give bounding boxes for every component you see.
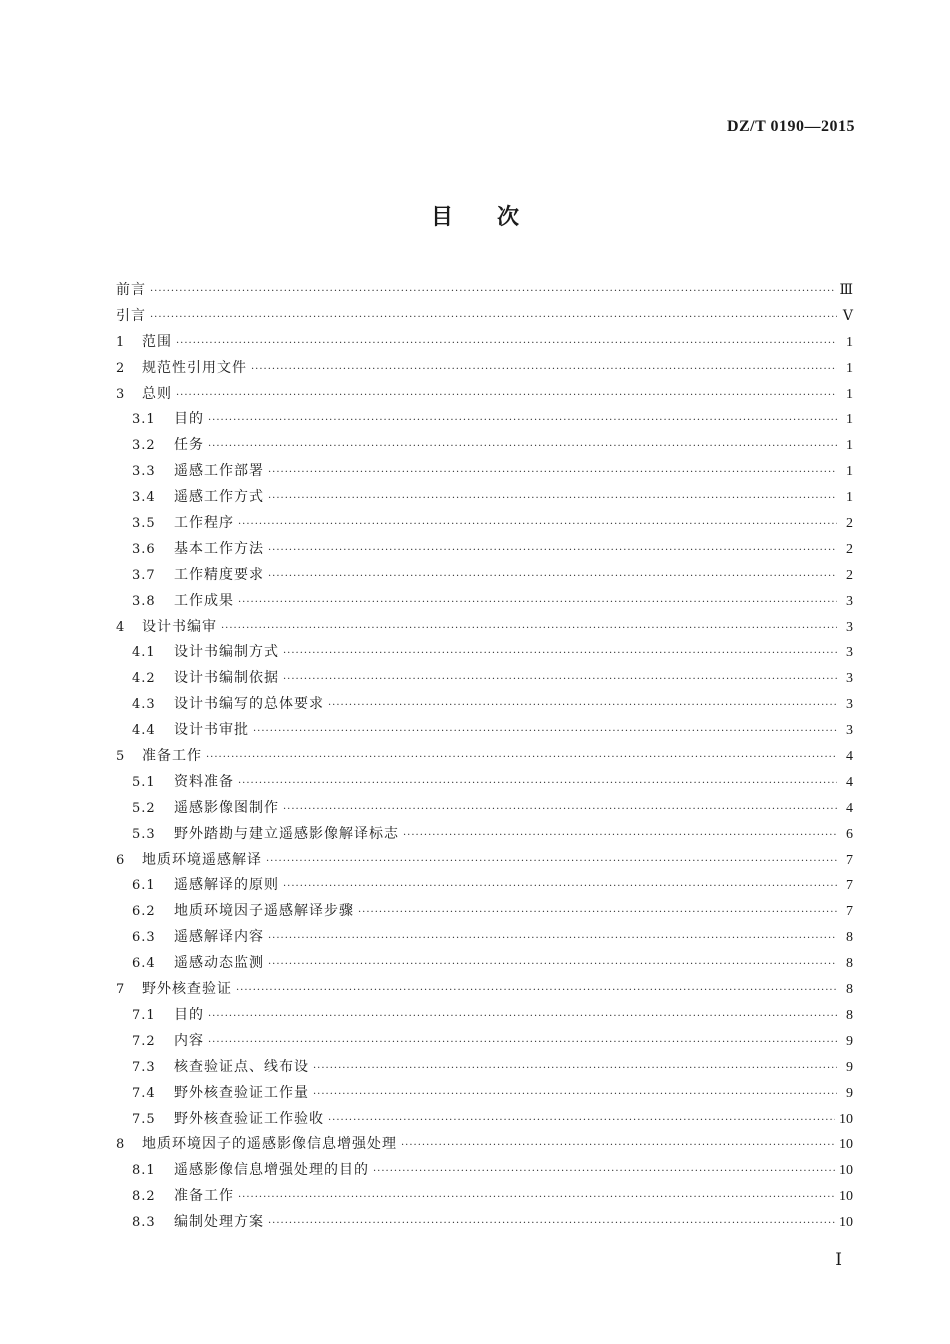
toc-entry-number: 4.3 (132, 697, 156, 713)
toc-entry[interactable] (116, 459, 853, 485)
toc-dot-leader (238, 1185, 835, 1211)
toc-entry-label: 准备工作 (142, 748, 202, 765)
toc-entry-number: 6.4 (132, 956, 156, 972)
toc-dot-leader (238, 771, 837, 797)
toc-entry-label: 遥感工作方式 (174, 489, 264, 506)
toc-entry-page: 7 (846, 878, 853, 894)
toc-dot-leader (176, 331, 837, 357)
toc-entry-number: 5.3 (132, 826, 156, 842)
toc-entry-page: 1 (846, 386, 853, 402)
toc-entry-page: 8 (846, 956, 853, 972)
toc-entry[interactable] (116, 1132, 853, 1158)
toc-entry-label: 编制处理方案 (174, 1214, 264, 1231)
toc-entry-label: 前言 (116, 282, 146, 298)
toc-entry-page: 6 (846, 826, 853, 842)
toc-entry[interactable] (116, 1158, 853, 1184)
toc-entry-number: 2 (116, 360, 126, 376)
toc-entry[interactable] (116, 304, 853, 330)
toc-entry-label: 总则 (142, 385, 172, 402)
toc-dot-leader (268, 952, 837, 978)
toc-entry-label: 工作程序 (174, 515, 234, 532)
toc-entry-number: 8 (116, 1137, 126, 1153)
toc-entry-label: 野外核查验证 (142, 981, 232, 998)
toc-entry-page: 1 (846, 334, 853, 350)
toc-entry-number: 4.1 (132, 645, 156, 661)
toc-entry-page: 9 (846, 1059, 853, 1075)
toc-entry-page: 10 (839, 1163, 853, 1179)
toc-entry-label: 任务 (174, 437, 204, 454)
toc-entry-number: 5.2 (132, 800, 156, 816)
toc-entry-page: 9 (846, 1033, 853, 1049)
toc-entry-number: 8.1 (132, 1163, 156, 1179)
toc-entry[interactable] (116, 1055, 853, 1081)
toc-entry-label: 内容 (174, 1032, 204, 1049)
toc-dot-leader (208, 408, 837, 434)
toc-entry-number: 3.7 (132, 567, 156, 583)
toc-entry-page: Ⅲ (839, 283, 853, 298)
toc-entry[interactable] (116, 1210, 853, 1236)
toc-entry-number: 7 (116, 982, 126, 998)
toc-entry-page: 8 (846, 1007, 853, 1023)
toc-entry[interactable] (116, 1184, 853, 1210)
toc-entry-label: 野外踏勘与建立遥感影像解译标志 (174, 825, 399, 842)
toc-dot-leader (328, 1108, 835, 1134)
toc-entry-number: 4.2 (132, 671, 156, 687)
toc-entry-label: 规范性引用文件 (142, 359, 247, 376)
toc-entry-number: 3.4 (132, 490, 156, 506)
toc-dot-leader (236, 978, 837, 1004)
toc-entry-number: 3.5 (132, 516, 156, 532)
toc-entry-number: 6 (116, 852, 126, 868)
toc-entry-page: 4 (846, 749, 853, 765)
page-title: 目次 (430, 205, 563, 230)
toc-entry-number: 7.1 (132, 1007, 156, 1023)
toc-entry[interactable] (116, 1029, 853, 1055)
toc-entry-page: 2 (846, 541, 853, 557)
toc-entry[interactable] (116, 563, 853, 589)
toc-entry[interactable] (116, 278, 853, 304)
toc-entry-page: 3 (846, 723, 853, 739)
toc-dot-leader (268, 564, 837, 590)
toc-entry-label: 设计书编写的总体要求 (174, 696, 324, 713)
toc-entry[interactable] (116, 615, 853, 641)
toc-entry-label: 准备工作 (174, 1188, 234, 1205)
toc-entry[interactable] (116, 1107, 853, 1133)
toc-dot-leader (268, 1211, 835, 1237)
toc-entry-page: 4 (846, 774, 853, 790)
toc-dot-leader (206, 745, 837, 771)
toc-dot-leader (313, 1056, 837, 1082)
toc-entry[interactable] (116, 511, 853, 537)
toc-entry-page: 1 (846, 412, 853, 428)
toc-entry[interactable] (116, 1003, 853, 1029)
toc-dot-leader (176, 383, 837, 409)
toc-entry[interactable] (116, 977, 853, 1003)
toc-entry[interactable] (116, 899, 853, 925)
toc-entry-number: 7.2 (132, 1033, 156, 1049)
toc-dot-leader (401, 1133, 835, 1159)
toc-entry[interactable] (116, 485, 853, 511)
toc-entry[interactable] (116, 589, 853, 615)
toc-entry-page: 1 (846, 438, 853, 454)
toc-dot-leader (373, 1159, 835, 1185)
toc-entry-label: 设计书编制方式 (174, 644, 279, 661)
toc-entry-page: 3 (846, 593, 853, 609)
toc-entry[interactable] (116, 537, 853, 563)
toc-entry-label: 设计书编制依据 (174, 670, 279, 687)
toc-entry-number: 3.2 (132, 438, 156, 454)
toc-entry-label: 目的 (174, 411, 204, 428)
toc-entry-label: 野外核查验证工作量 (174, 1084, 309, 1101)
toc-entry-label: 目的 (174, 1006, 204, 1023)
page-number: Ⅰ (835, 1250, 842, 1269)
toc-entry-number: 1 (116, 334, 126, 350)
toc-entry-label: 设计书审批 (174, 722, 249, 739)
toc-entry-label: 地质环境因子的遥感影像信息增强处理 (142, 1136, 397, 1153)
toc-entry-number: 3 (116, 386, 126, 402)
toc-dot-leader (268, 926, 837, 952)
toc-entry-page: 7 (846, 904, 853, 920)
toc-entry-label: 资料准备 (174, 773, 234, 790)
toc-entry-label: 遥感工作部署 (174, 463, 264, 480)
toc-entry-number: 5.1 (132, 774, 156, 790)
toc-entry[interactable] (116, 692, 853, 718)
toc-entry[interactable] (116, 356, 853, 382)
toc-entry[interactable] (116, 330, 853, 356)
toc-entry-label: 遥感影像信息增强处理的目的 (174, 1162, 369, 1179)
toc-dot-leader (403, 823, 837, 849)
toc-dot-leader (208, 434, 837, 460)
toc-dot-leader (268, 460, 837, 486)
toc-entry-number: 7.3 (132, 1059, 156, 1075)
table-of-contents (116, 278, 853, 1236)
toc-entry-page: 1 (846, 464, 853, 480)
toc-entry-page: 10 (839, 1189, 853, 1205)
toc-entry[interactable] (116, 848, 853, 874)
toc-entry-number: 4 (116, 619, 126, 635)
toc-entry[interactable] (116, 433, 853, 459)
toc-dot-leader (283, 641, 837, 667)
toc-entry[interactable] (116, 951, 853, 977)
toc-entry-page: 7 (846, 852, 853, 868)
toc-entry[interactable] (116, 925, 853, 951)
toc-entry-number: 3.6 (132, 541, 156, 557)
toc-entry-number: 6.2 (132, 904, 156, 920)
toc-entry-number: 3.3 (132, 464, 156, 480)
toc-entry-label: 工作精度要求 (174, 566, 264, 583)
toc-entry-page: 9 (846, 1085, 853, 1101)
toc-entry-label: 遥感动态监测 (174, 955, 264, 972)
toc-entry-page: 3 (846, 697, 853, 713)
toc-entry-page: 1 (846, 490, 853, 506)
toc-entry-number: 5 (116, 749, 126, 765)
toc-entry-number: 6.3 (132, 930, 156, 946)
toc-entry-page: 3 (846, 645, 853, 661)
toc-dot-leader (208, 1004, 837, 1030)
toc-entry[interactable] (116, 770, 853, 796)
toc-dot-leader (266, 849, 837, 875)
toc-entry-label: 基本工作方法 (174, 540, 264, 557)
toc-dot-leader (221, 616, 837, 642)
document-code: DZ/T 0190—2015 (726, 118, 855, 135)
toc-entry[interactable] (116, 407, 853, 433)
toc-entry-page: 3 (846, 671, 853, 687)
toc-dot-leader (150, 279, 835, 305)
toc-entry-page: 3 (846, 619, 853, 635)
toc-entry[interactable] (116, 744, 853, 770)
toc-entry[interactable] (116, 640, 853, 666)
toc-dot-leader (268, 538, 837, 564)
toc-entry-page: 8 (846, 982, 853, 998)
toc-entry-page: Ⅴ (842, 308, 853, 324)
toc-dot-leader (328, 693, 837, 719)
toc-entry-page: 10 (839, 1215, 853, 1231)
toc-entry[interactable] (116, 873, 853, 899)
toc-entry-label: 工作成果 (174, 592, 234, 609)
toc-dot-leader (313, 1082, 837, 1108)
toc-dot-leader (238, 512, 837, 538)
toc-entry-number: 3.8 (132, 593, 156, 609)
toc-dot-leader (358, 900, 837, 926)
toc-dot-leader (253, 719, 837, 745)
toc-dot-leader (251, 357, 837, 383)
toc-entry-label: 引言 (116, 307, 146, 324)
toc-entry-label: 设计书编审 (142, 618, 217, 635)
toc-entry-page: 8 (846, 930, 853, 946)
toc-entry-number: 4.4 (132, 723, 156, 739)
toc-entry[interactable] (116, 382, 853, 408)
toc-entry-label: 遥感解译内容 (174, 929, 264, 946)
toc-entry-number: 8.2 (132, 1189, 156, 1205)
toc-dot-leader (208, 1030, 837, 1056)
toc-entry-label: 地质环境因子遥感解译步骤 (174, 903, 354, 920)
toc-entry-page: 10 (839, 1137, 853, 1153)
toc-entry-number: 3.1 (132, 412, 156, 428)
toc-entry-label: 遥感影像图制作 (174, 799, 279, 816)
toc-entry-number: 7.4 (132, 1085, 156, 1101)
toc-entry[interactable] (116, 666, 853, 692)
toc-dot-leader (238, 590, 837, 616)
toc-entry-label: 野外核查验证工作验收 (174, 1110, 324, 1127)
toc-entry-number: 8.3 (132, 1215, 156, 1231)
toc-entry-page: 10 (839, 1111, 853, 1127)
toc-dot-leader (268, 486, 837, 512)
toc-entry-label: 范围 (142, 333, 172, 350)
toc-entry-number: 7.5 (132, 1111, 156, 1127)
toc-dot-leader (283, 667, 837, 693)
toc-entry-page: 1 (846, 360, 853, 376)
toc-entry[interactable] (116, 718, 853, 744)
toc-entry[interactable] (116, 822, 853, 848)
toc-dot-leader (283, 874, 837, 900)
toc-entry-label: 核查验证点、线布设 (174, 1058, 309, 1075)
toc-entry-page: 2 (846, 516, 853, 532)
toc-entry-label: 地质环境遥感解译 (142, 851, 262, 868)
toc-entry-label: 遥感解译的原则 (174, 877, 279, 894)
toc-dot-leader (283, 797, 837, 823)
toc-entry[interactable] (116, 1081, 853, 1107)
toc-dot-leader (150, 305, 837, 331)
toc-entry[interactable] (116, 796, 853, 822)
toc-entry-page: 2 (846, 567, 853, 583)
toc-entry-page: 4 (846, 800, 853, 816)
toc-entry-number: 6.1 (132, 878, 156, 894)
